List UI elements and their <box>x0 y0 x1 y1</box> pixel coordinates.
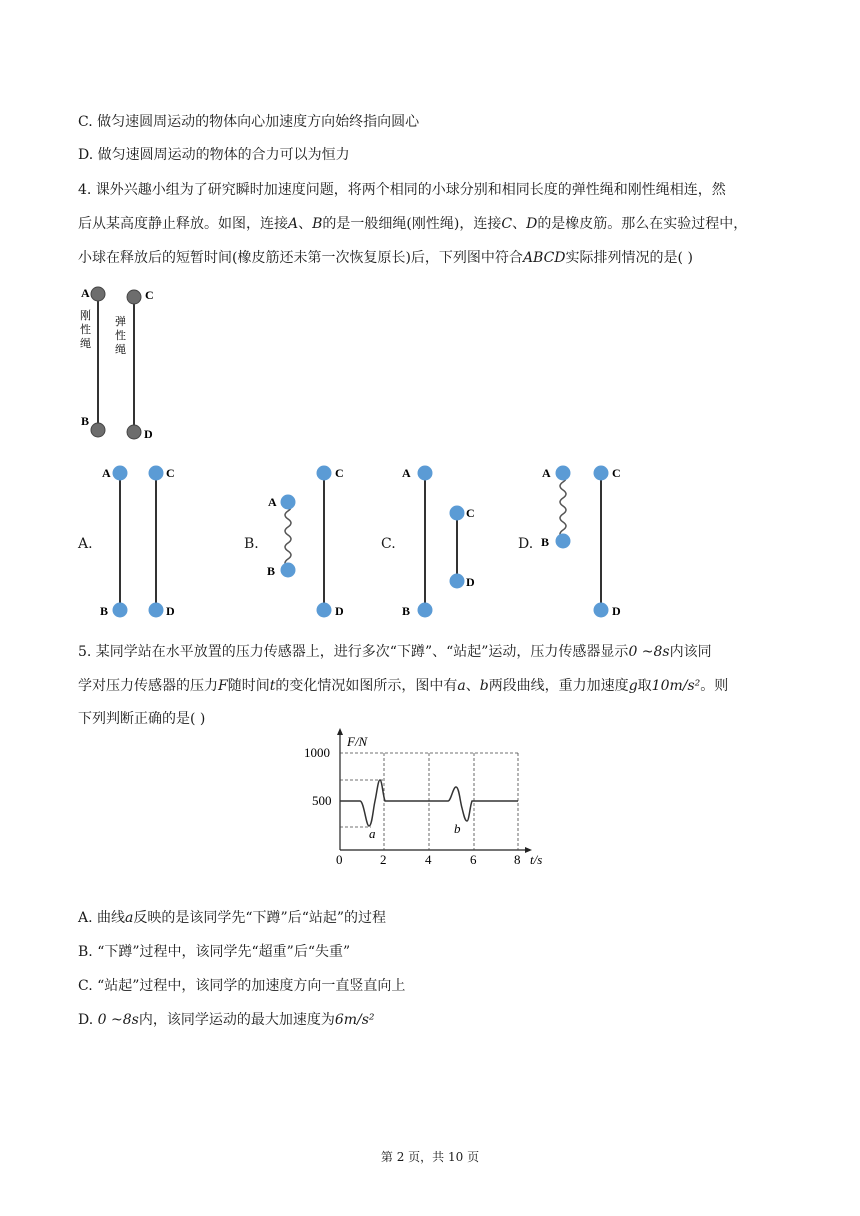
ball-d <box>594 603 609 618</box>
ball-d <box>450 574 465 589</box>
ball-d <box>317 603 332 618</box>
label-c: C <box>335 466 344 480</box>
q5-stem-line3: 下列判断正确的是( ) <box>78 711 206 727</box>
ball-d <box>149 603 164 618</box>
ball-a <box>556 466 571 481</box>
ytick-1000: 1000 <box>304 745 330 760</box>
ball-d-gray <box>127 425 141 439</box>
ball-a-gray <box>91 287 105 301</box>
elastic-rope-label-1: 弹 <box>115 316 126 328</box>
q5-option-c: C. “站起”过程中，该同学的加速度方向一直竖直向上 <box>78 978 406 994</box>
label-a: A <box>402 466 411 480</box>
rigid-rope-label-2: 性 <box>80 324 91 336</box>
label-d: D <box>612 604 621 618</box>
option-a-label: A. <box>78 536 93 552</box>
label-a: A <box>102 466 111 480</box>
label-b: B <box>267 564 276 578</box>
label-d: D <box>144 427 153 441</box>
q4-stem-line1: 4. 课外兴趣小组为了研究瞬时加速度问题，将两个相同的小球分别和相同长度的弹性绳和刚性绳相连，然 <box>78 182 726 198</box>
q5-stem-line2: 学对压力传感器的压力F随时间t的变化情况如图所示，图中有a、b两段曲线，重力加速度g取10m/s²。则 <box>78 678 729 694</box>
label-b: B <box>541 535 550 549</box>
ball-c-gray <box>127 290 141 304</box>
q5-stem-line1: 5. 某同学站在水平放置的压力传感器上，进行多次“下蹲”、“站起”运动，压力传感器显示0 ~8s内该同 <box>78 644 712 660</box>
y-axis-label: F/N <box>347 734 368 749</box>
q4-stem-line3: 小球在释放后的短暂时间(橡皮筋还未第一次恢复原长)后，下列图中符合ABCD实际排列情况的是( ) <box>78 250 693 266</box>
q3-option-d: D. 做匀速圆周运动的物体的合力可以为恒力 <box>78 147 350 163</box>
elastic-rope-label-2: 性 <box>115 330 126 342</box>
label-d: D <box>335 604 344 618</box>
option-a-figure <box>96 460 196 625</box>
option-b-label: B. <box>244 536 259 552</box>
ball-a <box>281 495 296 510</box>
ball-c <box>317 466 332 481</box>
ytick-500: 500 <box>312 793 332 808</box>
label-a: A <box>542 466 551 480</box>
curve-a-label: a <box>369 826 376 841</box>
label-b: B <box>100 604 109 618</box>
option-d-label: D. <box>518 536 534 552</box>
label-c: C <box>145 288 154 302</box>
xtick-4: 4 <box>425 852 432 867</box>
q5-option-d: D. 0 ~8s内，该同学运动的最大加速度为6m/s² <box>78 1012 375 1028</box>
label-d: D <box>166 604 175 618</box>
xtick-0: 0 <box>336 852 343 867</box>
option-d-figure <box>536 460 636 625</box>
label-c: C <box>466 506 475 520</box>
curve-b-label: b <box>454 821 461 836</box>
q4-stem-line2: 后从某高度静止释放。如图，连接A、B的是一般细绳(刚性绳)，连接C、D的是橡皮筋。那么在实验过程中， <box>78 216 748 232</box>
rigid-rope-label-1: 刚 <box>80 310 91 322</box>
ball-c <box>594 466 609 481</box>
force-time-graph <box>296 726 546 868</box>
q4-setup-figure <box>70 280 180 445</box>
ball-c <box>149 466 164 481</box>
label-b: B <box>81 414 90 428</box>
xtick-6: 6 <box>470 852 477 867</box>
ball-b <box>281 563 296 578</box>
ball-b <box>113 603 128 618</box>
page-footer: 第 2 页，共 10 页 <box>380 1150 480 1164</box>
label-c: C <box>166 466 175 480</box>
label-d: D <box>466 575 475 589</box>
q5-option-a: A. 曲线a反映的是该同学先“下蹲”后“站起”的过程 <box>78 910 387 926</box>
label-a: A <box>81 286 90 300</box>
ball-b <box>556 534 571 549</box>
elastic-rope-label-3: 绳 <box>115 344 126 356</box>
ball-b <box>418 603 433 618</box>
label-b: B <box>402 604 411 618</box>
xtick-2: 2 <box>380 852 387 867</box>
q5-option-b: B. “下蹲”过程中，该同学先“超重”后“失重” <box>78 944 351 960</box>
ball-c <box>450 506 465 521</box>
q3-option-c: C. 做匀速圆周运动的物体向心加速度方向始终指向圆心 <box>78 114 420 130</box>
rigid-rope-label-3: 绳 <box>80 338 91 350</box>
option-c-label: C. <box>381 536 396 552</box>
label-c: C <box>612 466 621 480</box>
ball-a <box>418 466 433 481</box>
label-a: A <box>268 495 277 509</box>
option-c-figure <box>400 460 500 625</box>
ball-a <box>113 466 128 481</box>
x-axis-label: t/s <box>530 852 543 867</box>
xtick-8: 8 <box>514 852 521 867</box>
ball-b-gray <box>91 423 105 437</box>
option-b-figure <box>262 460 362 625</box>
